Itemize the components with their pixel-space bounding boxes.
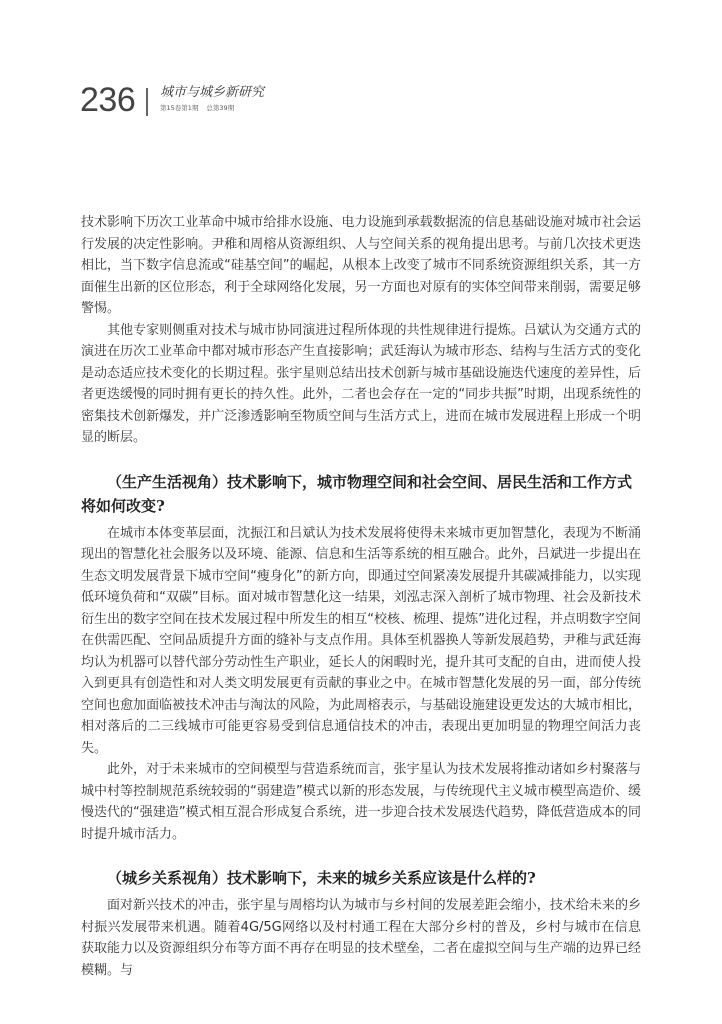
- volume-issue: 第15卷第1期: [160, 104, 199, 112]
- paragraph-5: 面对新兴技术的冲击，张宇星与周榕均认为城市与乡村间的发展差距会缩小，技术给未来的乡村振兴发展带来机遇。随着4G/5G网络以及村村通工程在大部分乡村的普及，乡村与城市在信息获取能力以及资源组织分布等方面不再存在明显的技术壁垒，二者在虚拟空间与生产端的边界已经模糊。与: [81, 898, 641, 978]
- total-issue: 总第39期: [206, 104, 235, 112]
- section-heading-urban-rural: （城乡关系视角）技术影响下，未来的城乡关系应该是什么样的?: [107, 869, 536, 887]
- section-heading-production-life: （生产生活视角）技术影响下，城市物理空间和社会空间、居民生活和工作方式将如何改变?: [81, 472, 633, 515]
- article-body: [81, 212, 641, 981]
- header-divider: [146, 88, 148, 116]
- paragraph-3: 在城市本体变革层面，沈振江和吕斌认为技术发展将使得未来城市更加智慧化，表现为不断涌现出的智慧化社会服务以及环境、能源、信息和生活等系统的相互融合。此外，吕斌进一步提出在生态文明发展背景下城市空间“瘦身化”的新方向，即通过空间紧凑发展提升其碳减排能力，以实现低环境负荷和“双碳”目标。面对城市智慧化这一结果，刘泓志深入剖析了城市物理、社会及新技术衍生出的数字空间在技术发展过程中所发生的相互“校核、梳理、提炼”进化过程，并点明数字空间在供需匹配、空间品质提升方面的缝补与支点作用。具体至机器换人等新发展趋势，尹稚与武廷海均认为机器可以替代部分劳动性生产职业，延长人的闲暇时光，提升其可支配的自由，进而使人投入到更具有创造性和对人类文明发展更有贡献的事业之中。在城市智慧化发展的另一面，部分传统空间也愈加面临被技术冲击与淘汰的风险，为此周榕表示，与基础设施建设更发达的大城市相比，相对落后的二三线城市可能更容易受到信息通信技术的冲击，表现出更加明显的物理空间活力丧失。: [81, 525, 641, 756]
- issue-info: [160, 104, 234, 112]
- page-number: 236: [80, 81, 136, 119]
- journal-name: 城市与城乡新研究: [160, 85, 265, 100]
- paragraph-4: 此外，对于未来城市的空间模型与营造系统而言，张宇星认为技术发展将推动诸如乡村聚落与城中村等控制规范系统较弱的“弱建造”模式以新的形态发展，与传统现代主义城市模型高造价、缓慢迭代的“强建造”模式相互混合形成复合系统，进一步迎合技术发展迭代趋势，降低营造成本的同时提升城市活力。: [81, 762, 641, 842]
- paragraph-1: 技术影响下历次工业革命中城市给排水设施、电力设施到承载数据流的信息基础设施对城市社会运行发展的决定性影响。尹稚和周榕从资源组织、人与空间关系的视角提出思考。与前几次技术更迭相比，当下数字信息流或“硅基空间”的崛起，从根本上改变了城市不同系统资源组织关系，其一方面催生出新的区位形态，利于全球网络化发展，另一方面也对原有的实体空间带来削弱，需要足够警惕。: [81, 215, 641, 316]
- page-header: [80, 80, 380, 120]
- paragraph-2: 其他专家则侧重对技术与城市协同演进过程所体现的共性规律进行提炼。吕斌认为交通方式的演进在历次工业革命中都对城市形态产生直接影响；武廷海认为城市形态、结构与生活方式的变化是动态适应技术变化的长期过程。张宇星则总结出技术创新与城市基础设施迭代速度的差异性，后者更迭缓慢的同时拥有更长的持久性。此外，二者也会存在一定的“同步共振”时期，出现系统性的密集技术创新爆发，并广泛渗透影响至物质空间与生活方式上，进而在城市发展进程上形成一个明显的断层。: [81, 322, 641, 445]
